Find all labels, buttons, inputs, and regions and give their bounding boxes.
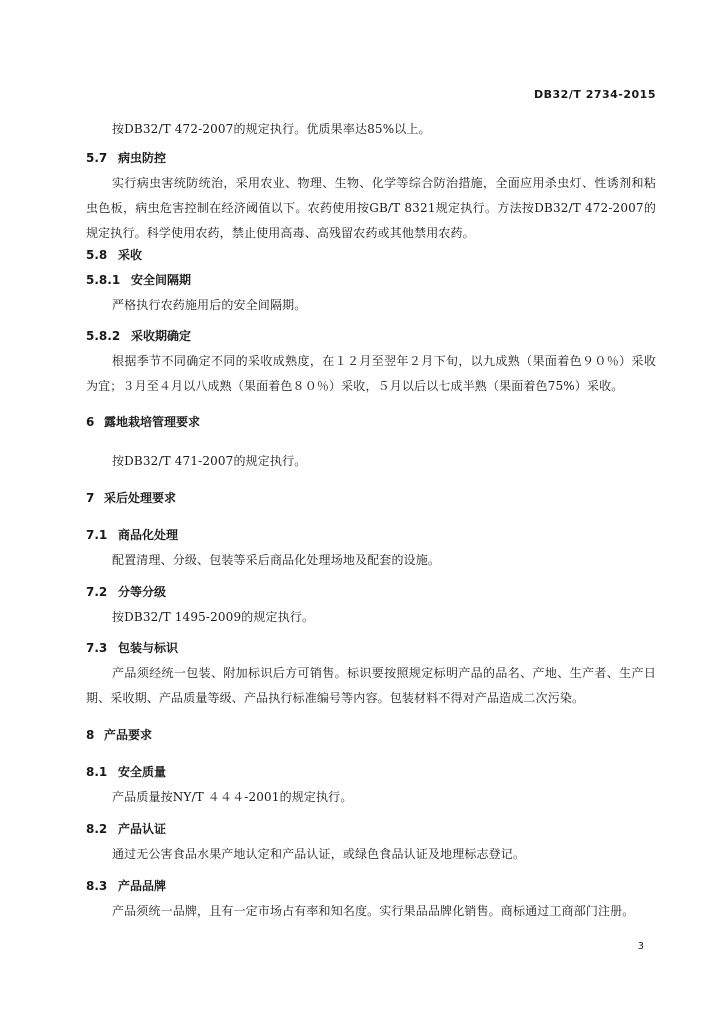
page-number: 3 xyxy=(637,941,644,952)
section-number: 8.2 xyxy=(86,822,108,836)
section-number: 5.8.1 xyxy=(86,273,121,287)
section-title: 病虫防控 xyxy=(118,151,167,165)
section-title: 产品认证 xyxy=(118,822,167,836)
section-number: 7.2 xyxy=(86,585,108,599)
section-number: 7.3 xyxy=(86,641,108,655)
section-title: 商品化处理 xyxy=(118,528,179,542)
section-title: 采收 xyxy=(118,248,143,262)
paragraph: 按DB32/T 472-2007的规定执行。优质果率达85%以上。 xyxy=(112,122,431,136)
section-number: 6 xyxy=(86,415,95,429)
section-number: 5.8.2 xyxy=(86,329,121,343)
paragraph: 产品须经统一包装、附加标识后方可销售。标识要按照规定标明产品的品名、产地、生产者、生产日期、采收期、产品质量等级、产品执行标准编号等内容。包装材料不得对产品造成二次污染。 xyxy=(86,666,656,705)
section-number: 8.1 xyxy=(86,765,108,779)
section-title: 采收期确定 xyxy=(131,329,192,343)
section-number: 5.8 xyxy=(86,248,108,262)
paragraph: 实行病虫害统防统治，采用农业、物理、生物、化学等综合防治措施，全面应用杀虫灯、性诱剂和粘虫色板，病虫危害控制在经济阈值以下。农药使用按GB/T 8321规定执行。方法按DB32/T 472-2007的规定执行。科学使用农药，禁止使用高毒、高残留农药或其他禁用农药。 xyxy=(86,176,656,240)
paragraph: 配置清理、分级、包装等采后商品化处理场地及配套的设施。 xyxy=(112,553,441,567)
section-title: 产品要求 xyxy=(104,728,153,742)
section-title: 包装与标识 xyxy=(118,641,179,655)
paragraph: 产品须统一品牌，且有一定市场占有率和知名度。实行果品品牌化销售。商标通过工商部门注册。 xyxy=(112,904,635,918)
section-number: 5.7 xyxy=(86,151,108,165)
section-number: 8.3 xyxy=(86,879,108,893)
section-number: 7.1 xyxy=(86,528,108,542)
section-number: 7 xyxy=(86,491,95,505)
section-title: 安全质量 xyxy=(118,765,167,779)
standard-code: DB32/T 2734-2015 xyxy=(534,88,656,101)
section-number: 8 xyxy=(86,728,95,742)
paragraph: 根据季节不同确定不同的采收成熟度，在１２月至翌年２月下旬，以九成熟（果面着色９０％）采收为宜；３月至４月以八成熟（果面着色８０％）采收，５月以后以七成半熟（果面着色75%）采收。 xyxy=(86,354,656,393)
section-title: 安全间隔期 xyxy=(131,273,192,287)
paragraph: 按DB32/T 471-2007的规定执行。 xyxy=(112,454,307,468)
paragraph: 按DB32/T 1495-2009的规定执行。 xyxy=(112,610,315,624)
paragraph: 通过无公害食品水果产地认定和产品认证，或绿色食品认证及地理标志登记。 xyxy=(112,847,526,861)
section-title: 采后处理要求 xyxy=(104,491,177,505)
paragraph: 严格执行农药施用后的安全间隔期。 xyxy=(112,298,307,312)
section-title: 分等分级 xyxy=(118,585,167,599)
section-title: 露地栽培管理要求 xyxy=(104,415,201,429)
paragraph: 产品质量按NY/T ４４４-2001的规定执行。 xyxy=(112,790,353,804)
section-title: 产品品牌 xyxy=(118,879,167,893)
